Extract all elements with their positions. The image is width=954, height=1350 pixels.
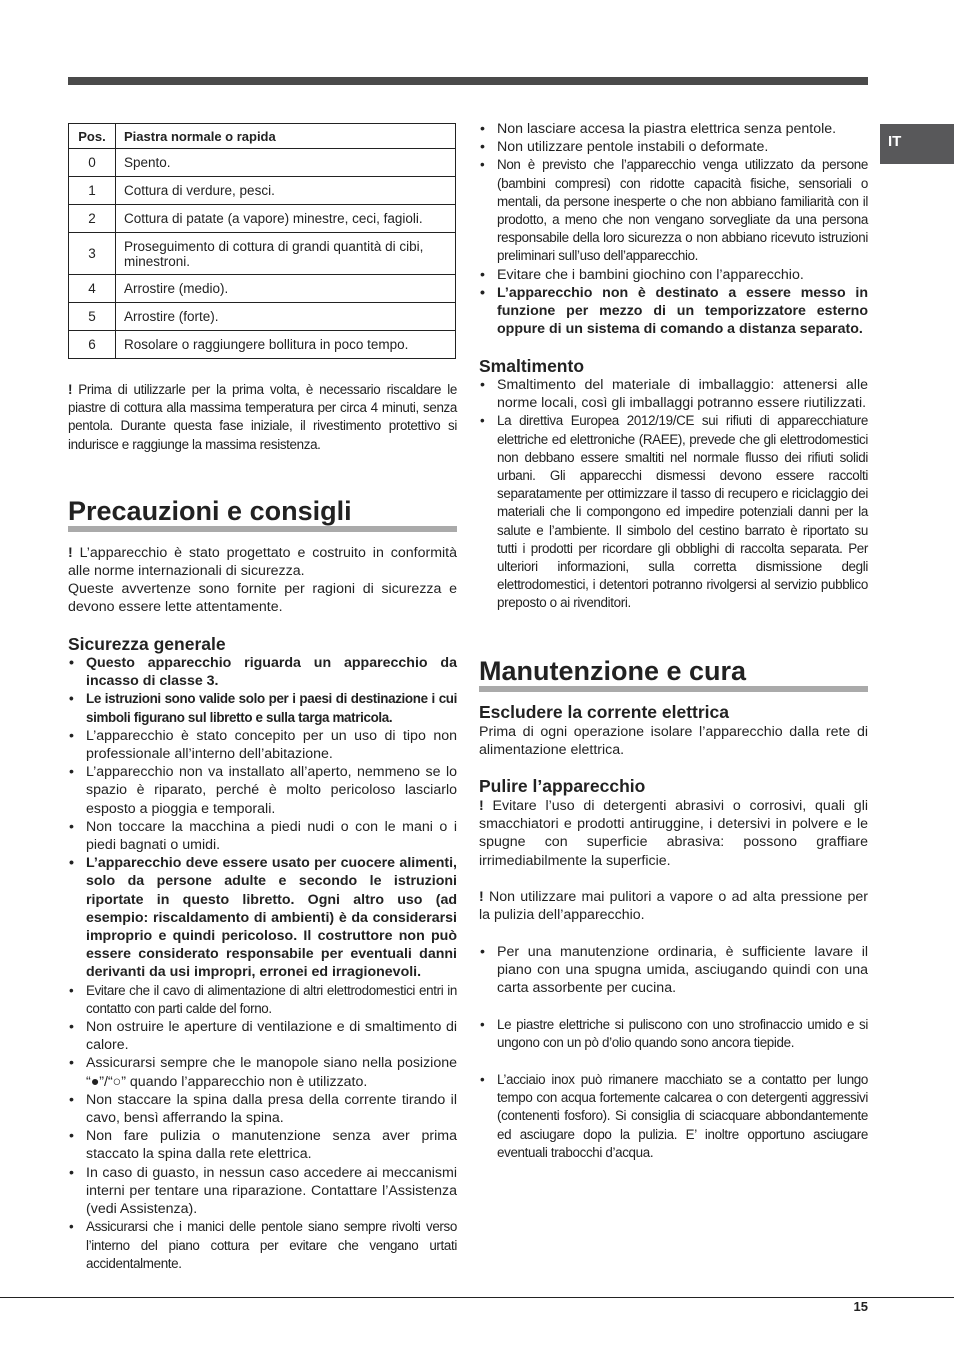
warning-mark: ! (68, 545, 80, 561)
list-item: • Non ostruire le aperture di ventilazione e di smaltimento di calore. (68, 1018, 457, 1054)
clean-list-2 (479, 1016, 868, 1052)
precautions-title: Precauzioni e consigli (68, 496, 457, 532)
safety-title: Sicurezza generale (68, 634, 226, 654)
list-item: • Le piastre elettriche si puliscono con uno strofinaccio umido e si ungono con un pò d’olio quando sono ancora tiepide. (479, 1016, 868, 1052)
table-header-label: Piastra normale o rapida (116, 124, 456, 149)
warning-mark: ! (68, 382, 79, 397)
table-row (69, 233, 456, 275)
list-item: • Non toccare la macchina a piedi nudi o con le mani o i piedi bagnati o umidi. (68, 818, 457, 854)
table-cell-pos: 1 (69, 177, 116, 205)
language-tab: IT (880, 124, 954, 164)
list-item: • Le istruzioni sono valide solo per i paesi di destinazione i cui simboli figurano sul libretto e sulla targa matricola. (68, 690, 457, 726)
table-cell-pos: 6 (69, 331, 116, 359)
precautions-intro (68, 544, 457, 580)
list-item: • Smaltimento del materiale di imballaggio: attenersi alle norme locali, così gli imballaggi potranno essere riutilizzati. (479, 376, 868, 412)
list-item: • Non utilizzare pentole instabili o deformate. (479, 138, 868, 156)
disposal-list (479, 376, 868, 613)
table-row (69, 205, 456, 233)
first-use-note (68, 381, 457, 454)
precautions-intro2: Queste avvertenze sono fornite per ragioni di sicurezza e devono essere lette attentamente. (68, 581, 457, 616)
table-cell-text: Cottura di patate (a vapore) minestre, ceci, fagioli. (116, 205, 456, 233)
right-safety-list (479, 120, 868, 338)
clean-note-2-text: Non utilizzare mai pulitori a vapore o ad alta pressione per la pulizia dell’apparecchio. (479, 889, 868, 924)
clean-list-3 (479, 1071, 868, 1162)
precautions-intro-text: L’apparecchio è stato progettato e costruito in conformità alle norme internazionali di sicurezza. (68, 545, 457, 580)
table-cell-text: Arrostire (medio). (116, 275, 456, 303)
table-header-pos: Pos. (69, 124, 116, 149)
power-text: Prima di ogni operazione isolare l’apparecchio dalla rete di alimentazione elettrica. (479, 724, 868, 759)
table-cell-pos: 2 (69, 205, 116, 233)
maintenance-title: Manutenzione e cura (479, 656, 868, 692)
power-title: Escludere la corrente elettrica (479, 702, 729, 722)
list-item: • Assicurarsi sempre che le manopole siano nella posizione “●”/“○” quando l’apparecchio non è utilizzato. (68, 1054, 457, 1090)
list-item: • Assicurarsi che i manici delle pentole siano sempre rivolti verso l’interno del piano cottura per evitare che vengano urtati accidentalmente. (68, 1218, 457, 1273)
clean-note-1-text: Evitare l’uso di detergenti abrasivi o corrosivi, quali gli smacchiatori e prodotti antiruggine, i detersivi in polvere e le spugne con superficie abrasiva: possono graffiare irrimediabilmente la superficie. (479, 798, 868, 869)
table-row (69, 303, 456, 331)
list-item: • In caso di guasto, in nessun caso accedere ai meccanismi interni per tentare una riparazione. Contattare l’Assistenza (vedi Assistenza). (68, 1164, 457, 1219)
safety-list (68, 654, 457, 1273)
list-item: • Non lasciare accesa la piastra elettrica senza pentole. (479, 120, 868, 138)
footer-rule (0, 1297, 954, 1298)
table-cell-pos: 4 (69, 275, 116, 303)
warning-mark: ! (479, 889, 489, 905)
table-row (69, 275, 456, 303)
list-item: • L’apparecchio è stato concepito per un uso di tipo non professionale all’interno dell’abitazione. (68, 727, 457, 763)
positions-table (68, 123, 456, 359)
list-item: • Per una manutenzione ordinaria, è sufficiente lavare il piano con una spugna umida, asciugando quindi con una carta assorbente per cucina. (479, 943, 868, 998)
clean-list-1 (479, 943, 868, 998)
list-item: • Non staccare la spina dalla presa della corrente tirando il cavo, bensì afferrando la spina. (68, 1091, 457, 1127)
clean-note-1 (479, 797, 868, 870)
table-cell-text: Cottura di verdure, pesci. (116, 177, 456, 205)
table-cell-pos: 3 (69, 233, 116, 275)
table-row (69, 331, 456, 359)
list-item: • La direttiva Europea 2012/19/CE sui rifiuti di apparecchiature elettriche ed elettroniche (RAEE), prevede che gli elettrodomestici non debbano essere smaltiti nel normale flusso dei rifiuti solidi urbani. Gli apparecchi dismessi devono essere raccolti separatamente per ottimizzare il tasso di recupero e riciclaggio dei materiali che li compongono ed impedire potenziali danni per la salute e l’ambiente. Il simbolo del cestino barrato è riportato su tutti i prodotti per ricordare gli obblighi di raccolta separata. Per ulteriori informazioni, sulla corretta dismissione degli elettrodomestici, i detentori potranno rivolgersi al servizio pubblico preposto o ai rivenditori. (479, 412, 868, 612)
warning-mark: ! (479, 798, 493, 814)
list-item: • Questo apparecchio riguarda un apparecchio da incasso di classe 3. (68, 654, 457, 690)
list-item: • Non fare pulizia o manutenzione senza aver prima staccato la spina dalla rete elettrica. (68, 1127, 457, 1163)
first-use-note-text: Prima di utilizzarle per la prima volta, è necessario riscaldare le piastre di cottura alla massima temperatura per circa 4 minuti, senza pentola. Durante questa fase iniziale, il rivestimento protettivo si indurisce e raggiunge la massima resistenza. (68, 382, 457, 452)
table-cell-text: Rosolare o raggiungere bollitura in poco tempo. (116, 331, 456, 359)
list-item: • L’apparecchio deve essere usato per cuocere alimenti, solo da persone adulte e secondo le istruzioni riportate in questo libretto. Ogni altro uso (ad esempio: riscaldamento di ambienti) è da considerarsi improprio e quindi pericoloso. Il costruttore non può essere considerato responsabile per eventuali danni derivanti da usi impropri, erronei ed irragionevoli. (68, 854, 457, 981)
table-cell-pos: 0 (69, 149, 116, 177)
clean-title: Pulire l’apparecchio (479, 776, 646, 796)
table-cell-text: Proseguimento di cottura di grandi quantità di cibi, minestroni. (116, 233, 456, 275)
list-item: • Non è previsto che l’apparecchio venga utilizzato da persone (bambini compresi) con ridotte capacità fisiche, sensoriali o mentali, da persone inesperte o che non abbiano familiarità con il prodotto, a meno che non vengano sorvegliate da una persona responsabile della loro sicurezza o non abbiano ricevuto istruzioni preliminari sull’uso dell’apparecchio. (479, 156, 868, 265)
table-row (69, 149, 456, 177)
list-item: • L’apparecchio non va installato all’aperto, nemmeno se lo spazio è riparato, perché è molto pericoloso lasciarlo esposto a pioggia e temporali. (68, 763, 457, 818)
list-item: • Evitare che i bambini giochino con l’apparecchio. (479, 266, 868, 284)
header-bar (68, 77, 868, 85)
list-item: • L’apparecchio non è destinato a essere messo in funzione per mezzo di un temporizzatore esterno oppure di un sistema di comando a distanza separato. (479, 284, 868, 339)
table-cell-text: Spento. (116, 149, 456, 177)
table-header-row (69, 124, 456, 149)
list-item: • Evitare che il cavo di alimentazione di altri elettrodomestici entri in contatto con parti calde del forno. (68, 982, 457, 1018)
table-cell-pos: 5 (69, 303, 116, 331)
page-number: 15 (853, 1299, 868, 1314)
list-item: • L’acciaio inox può rimanere macchiato se a contatto per lungo tempo con acqua fortemente calcarea o con detergenti aggressivi (contenenti fosforo). Si consiglia di sciacquare abbondantemente ed asciugare dopo la pulizia. E’ inoltre opportuno asciugare eventuali trabocchi d’acqua. (479, 1071, 868, 1162)
disposal-title: Smaltimento (479, 356, 585, 376)
table-row (69, 177, 456, 205)
table-cell-text: Arrostire (forte). (116, 303, 456, 331)
clean-note-2 (479, 888, 868, 924)
